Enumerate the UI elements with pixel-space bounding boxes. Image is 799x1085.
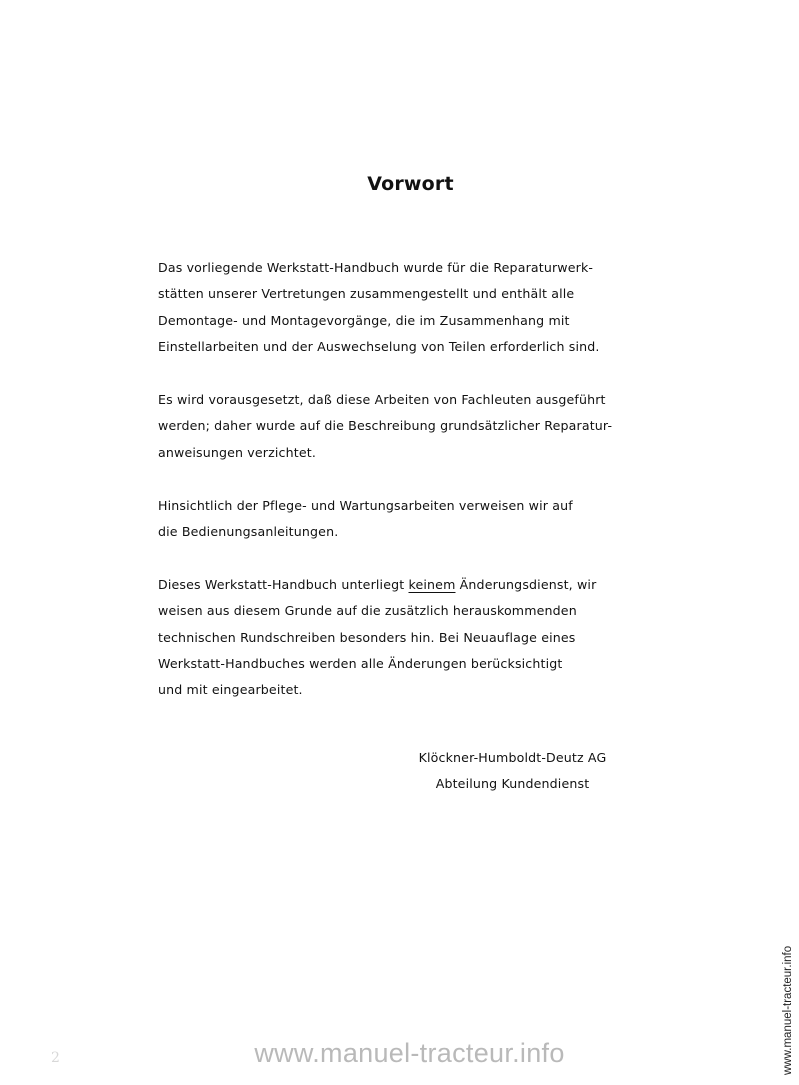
line-text: Änderungsdienst, wir <box>455 576 597 592</box>
paragraph-line: die Bedienungsanleitungen. <box>158 524 339 540</box>
line-text: Dieses Werkstatt-Handbuch unterliegt <box>158 576 409 592</box>
page-number: 2 <box>51 1050 60 1066</box>
paragraph-line: Demontage- und Montagevorgänge, die im Zusammenhang mit <box>158 312 570 328</box>
paragraph-line: Es wird vorausgesetzt, daß diese Arbeiten von Fachleuten ausgeführt <box>158 392 606 408</box>
preface-body <box>158 255 638 730</box>
underlined-emphasis: keinem <box>408 576 456 592</box>
page-title: Vorwort <box>367 173 454 195</box>
signature-block <box>395 745 630 798</box>
signature-company: Klöckner-Humboldt-Deutz AG <box>418 750 607 765</box>
paragraph-3 <box>158 493 638 546</box>
paragraph-line: Das vorliegende Werkstatt-Handbuch wurde für die Reparaturwerk- <box>158 260 594 275</box>
paragraph-line: stätten unserer Vertretungen zusammengestellt und enthält alle <box>158 286 575 302</box>
paragraph-line: anweisungen verzichtet. <box>158 444 316 460</box>
paragraph-4 <box>158 572 638 704</box>
signature-department: Abteilung Kundendienst <box>435 776 590 792</box>
paragraph-line: Hinsichtlich der Pflege- und Wartungsarbeiten verweisen wir auf <box>158 497 573 513</box>
paragraph-line: werden; daher wurde auf die Beschreibung grundsätzlicher Reparatur- <box>158 418 613 434</box>
paragraph-line: weisen aus diesem Grunde auf die zusätzlich herauskommenden <box>158 603 577 619</box>
paragraph-2 <box>158 387 638 466</box>
paragraph-line: und mit eingearbeitet. <box>158 682 303 698</box>
paragraph-line: Einstellarbeiten und der Auswechselung von Teilen erforderlich sind. <box>158 339 600 355</box>
watermark-bottom: www.manuel-tracteur.info <box>254 1038 565 1068</box>
watermark-side: www.manuel-tracteur.info <box>782 945 794 1075</box>
paragraph-1 <box>158 255 638 361</box>
paragraph-line <box>158 572 638 598</box>
paragraph-line: Werkstatt-Handbuches werden alle Änderungen berücksichtigt <box>158 656 563 672</box>
paragraph-line: technischen Rundschreiben besonders hin. Bei Neuauflage eines <box>158 629 576 645</box>
